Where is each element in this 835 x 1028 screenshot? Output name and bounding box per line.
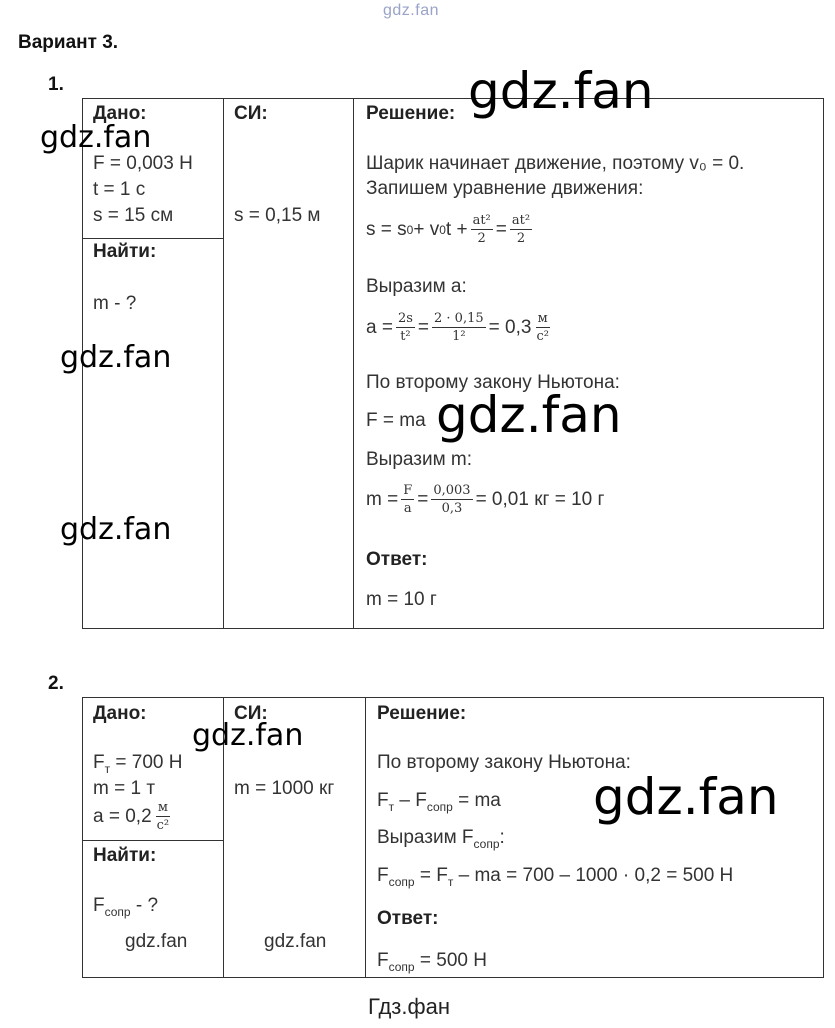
task1-line3: Выразим a: bbox=[366, 276, 467, 297]
eq3-frac2: $\frac{0,003}{0,3}$ bbox=[433, 483, 471, 516]
task1-eq-motion bbox=[366, 213, 535, 246]
task2-si-value: m = 1000 кг bbox=[234, 778, 335, 799]
watermark-3: gdz.fan bbox=[60, 340, 172, 375]
eq1-eq: = bbox=[495, 218, 507, 240]
eq3-result: = 0,01 кг = 10 г bbox=[475, 488, 605, 510]
task2-given-a: a = 0,2 $\frac{м}{\text{с²}}$ bbox=[93, 800, 170, 833]
watermark-5: gdz.fan bbox=[60, 512, 172, 547]
task1-given-s: s = 15 см bbox=[93, 205, 174, 226]
eq1-frac1: $\frac{\text{at²}}{2}$ bbox=[472, 213, 491, 246]
task2-si-header: СИ: bbox=[234, 703, 268, 724]
task1-solution-header: Решение: bbox=[366, 103, 456, 124]
task2-line3: Выразим $F_{сопр}$: bbox=[377, 827, 505, 851]
eq3-frac1: $\frac{F}{a}$ bbox=[403, 483, 413, 516]
eq1-frac2: $\frac{\text{at²}}{2}$ bbox=[511, 213, 531, 246]
task2-given-header: Дано: bbox=[93, 703, 147, 724]
eq2-result: = 0,3 bbox=[488, 316, 532, 338]
task1-line1: Шарик начинает движение, поэтому v₀ = 0. bbox=[366, 153, 745, 174]
eq2-eq: = bbox=[417, 316, 430, 338]
task1-find-header: Найти: bbox=[93, 241, 157, 262]
task1-find-cell bbox=[83, 239, 224, 629]
eq2-unit: $\frac{м}{\text{с²}}$ bbox=[536, 311, 549, 344]
task1-line4: По второму закону Ньютона: bbox=[366, 372, 620, 393]
eq1-mid: + v bbox=[413, 218, 440, 240]
eq2-lhs: a = bbox=[366, 316, 393, 338]
task2-line2: $F_т - F_{сопр}$ = ma bbox=[377, 790, 501, 814]
watermark-6: gdz.fan bbox=[192, 718, 304, 753]
task2-find-value: $F_{сопр}$ - ? bbox=[93, 895, 159, 919]
task1-number: 1. bbox=[48, 74, 64, 95]
watermark-top: gdz.fan bbox=[383, 2, 439, 19]
footer-watermark: Гдз.фан bbox=[368, 994, 450, 1019]
eq1-t: t + bbox=[445, 218, 468, 240]
task2-solution-header: Решение: bbox=[377, 703, 467, 724]
task1-find-value: m - ? bbox=[93, 293, 137, 314]
task2-given-ft: $F_т = 700$ Н bbox=[93, 752, 183, 776]
eq2-frac2: $\frac{2 \cdot 0,15}{\text{1²}}$ bbox=[434, 311, 484, 344]
eq1-sub0: 0 bbox=[406, 222, 414, 237]
eq3-eq: = bbox=[417, 488, 429, 510]
task1-line5: F = ma bbox=[366, 410, 426, 431]
task1-line6: Выразим m: bbox=[366, 449, 473, 470]
watermark-small-1: gdz.fan bbox=[125, 931, 188, 952]
task1-answer-header: Ответ: bbox=[366, 549, 428, 570]
eq1-sub1: 0 bbox=[439, 222, 446, 237]
task1-si-cell bbox=[224, 99, 354, 629]
task2-answer-header: Ответ: bbox=[377, 908, 439, 929]
task1-eq-a bbox=[366, 311, 554, 344]
watermark-4: gdz.fan bbox=[436, 386, 622, 444]
eq2-frac1: $\frac{2s}{\text{t²}}$ bbox=[397, 311, 413, 344]
eq1-lhs: s = s bbox=[366, 218, 407, 240]
watermark-2: gdz.fan bbox=[40, 120, 152, 155]
task1-given-t: t = 1 с bbox=[93, 179, 146, 200]
watermark-small-2: gdz.fan bbox=[264, 931, 327, 952]
variant-title: Вариант 3. bbox=[18, 32, 119, 53]
eq3-lhs: m = bbox=[366, 488, 399, 510]
watermark-7: gdz.fan bbox=[593, 768, 779, 826]
task1-eq-m bbox=[366, 483, 604, 516]
task2-find-cell bbox=[83, 841, 224, 978]
task2-find-header: Найти: bbox=[93, 845, 157, 866]
task1-table bbox=[82, 98, 824, 629]
task2-line1: По второму закону Ньютона: bbox=[377, 752, 631, 773]
task1-given-header: Дано: bbox=[93, 103, 147, 124]
watermark-1: gdz.fan bbox=[468, 62, 654, 120]
task1-given-f: F = 0,003 Н bbox=[93, 153, 193, 174]
task1-si-header: СИ: bbox=[234, 103, 268, 124]
task2-a-unit: $\frac{м}{\text{с²}}$ bbox=[156, 800, 170, 833]
task1-line2: Запишем уравнение движения: bbox=[366, 178, 644, 199]
task2-number: 2. bbox=[48, 673, 64, 694]
task2-answer: $F_{сопр} = 500$ Н bbox=[377, 950, 487, 974]
task2-solution-cell bbox=[366, 698, 824, 978]
task2-line4: $F_{сопр} = F_т$ – ma = 700 – 1000 · 0,2 = 500 Н bbox=[377, 865, 734, 889]
task1-answer: m = 10 г bbox=[366, 589, 437, 610]
task1-solution-cell bbox=[354, 99, 824, 629]
task2-given-m: m = 1 т bbox=[93, 778, 156, 799]
task1-si-value: s = 0,15 м bbox=[234, 205, 321, 226]
